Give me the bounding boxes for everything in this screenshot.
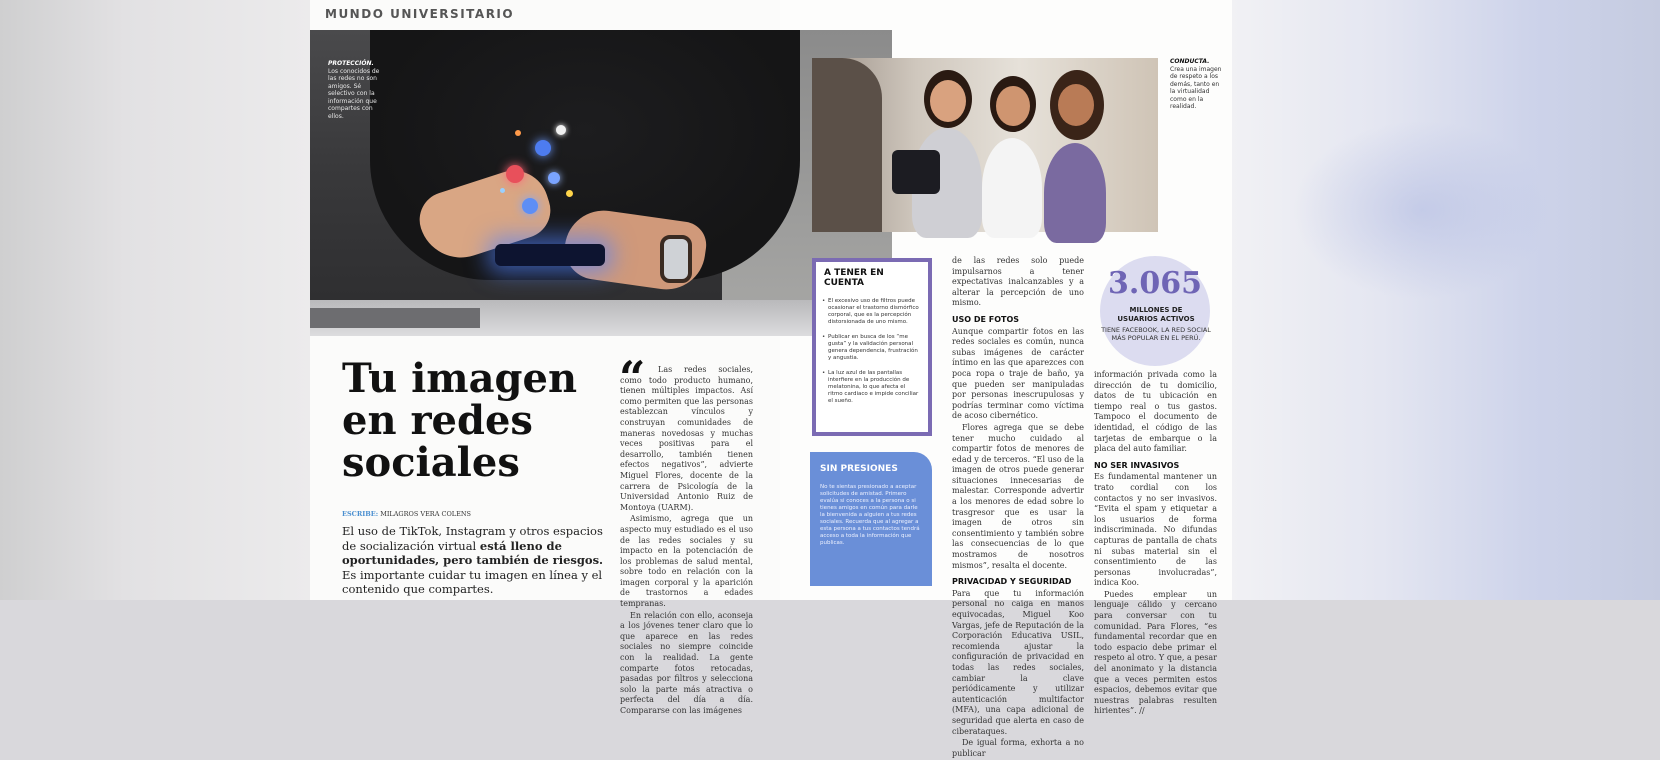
- caption-conducta: CONDUCTA. Crea una imagen de respeto a los demás, tanto en la virtualidad como en la realidad.: [1170, 58, 1222, 110]
- blurred-background-left: [0, 0, 310, 600]
- article-column-1: Las redes sociales, como todo producto humano, tienen múltiples impactos. Así como permiten que las personas establezcan vínculos y construyan comunidades de maneras novedosas y muchas veces positivas para el desarrollo, también tienen efectos negativos”, advierte Miguel Flores, docente de la carrera de Psicología de la Universidad Antonio Ruiz de Montoya (UARM). Asimismo, agrega que un aspecto muy estudiado es el uso de las redes sociales y su impacto en la potenciación de los problemas de salud mental, sobre todo en relación con la imagen corporal y la aparición de trastornos a edades tempranas. En relación con ello, aconseja a los jóvenes tener claro que lo que aparece en las redes sociales no siempre coincide con la realidad. La gente comparte fotos retocadas, pasadas por filtros y selecciona solo la parte más atractiva o perfecta del día a día. Compararse con las imágenes: [620, 365, 753, 715]
- smartphone-glow: [495, 244, 605, 266]
- sparkle-dot: [515, 130, 521, 136]
- section-header: MUNDO UNIVERSITARIO: [325, 7, 515, 21]
- caption-proteccion: PROTECCIÓN. Los conocidos de las redes no son amigos. Sé selectivo con la información que compartes con ellos.: [328, 60, 380, 120]
- chat-icon: [548, 172, 560, 184]
- user-icon: [522, 198, 538, 214]
- lead-paragraph: El uso de TikTok, Instagram y otros espacios de socialización virtual está lleno de oportunidades, pero también de riesgos. Es importante cuidar tu imagen en línea y el contenido que compartes.: [342, 524, 604, 596]
- like-icon: [535, 140, 551, 156]
- article-title: Tu imagen en redes sociales: [342, 355, 578, 486]
- stat-label: MILLONES DE USUARIOS ACTIVOS: [1117, 306, 1195, 323]
- quote-mark-icon: “: [619, 351, 646, 405]
- article-column-2: de las redes solo puede impulsarnos a tener expectativas inalcanzables y a alterar la percepción de uno mismo. USO DE FOTOS Aunque compartir fotos en las redes sociales es común, nunca subas imágenes de carácter íntimo en las que aparezces con poca ropa o traje de baño, ya que pueden ser manipuladas por personas inescrupulosas y podrías terminar como víctima de acoso cibernético. Flores agrega que se debe tener mucho cuidado al compartir fotos de menores de edad y de terceros. “El uso de la imagen de otros puede generar situaciones innecesarias de malestar. Corresponde advertir a los menores de edad sobre lo trasgresor que es usar la imagen de otros sin consentimiento y también sobre las consecuencias de lo que mostramos de nosotros mismos”, resalta el docente. PRIVACIDAD Y SEGURIDAD Para que tu información personal no caiga en manos equivocadas, Miguel Koo Vargas, jefe de Reputación de la Corporación Educativa USIL, recomienda ajustar la configuración de privacidad en todas las redes sociales, cambiar la clave periódicamente y utilizar autenticación multifactor (MFA), una capa adicional de seguridad que alerta en caso de ciberataques. De igual forma, exhorta a no publicar: [952, 256, 1084, 758]
- phone-in-hand: [892, 150, 940, 194]
- hero-photo-phone: [310, 30, 892, 336]
- sparkle-dot: [566, 190, 573, 197]
- wristwatch: [660, 235, 692, 283]
- tip-box-sin-presiones: SIN PRESIONES No te sientas presionado a aceptar solicitudes de amistad. Primero evalúa si conoces a la persona o si tienes amigos en común para darle la bienvenida a alguien a tus redes sociales. Recuerda que al agregar a esta persona a tus contactos tendrá acceso a toda la información que publicas.: [810, 452, 932, 586]
- tip-item: • La luz azul de las pantallas interfiere en la producción de melatonina, lo que afecta el ritmo cardiaco e impide conciliar el sueño.: [824, 370, 920, 405]
- stat-subtext: TIENE FACEBOOK, LA RED SOCIAL MÁS POPULAR EN EL PERÚ.: [1101, 326, 1211, 342]
- sparkle-dot: [500, 188, 505, 193]
- tip-item: • Publicar en busca de los “me gusta” y la validación personal genera dependencia, frustración y angustia.: [824, 334, 920, 362]
- byline: ESCRIBE: MILAGROS VERA COLENS: [342, 510, 471, 518]
- notification-icon: [556, 125, 566, 135]
- heart-icon: [506, 165, 524, 183]
- stat-number: 3.065: [1108, 266, 1202, 301]
- tip-item: • El excesivo uso de filtros puede ocasionar el trastorno dismórfico corporal, que es la percepción distorsionada de uno mismo.: [824, 298, 920, 326]
- blurred-background-right: [1232, 0, 1660, 600]
- photo-girls-selfie: [812, 58, 1158, 232]
- tip-box-tener-en-cuenta: A TENER EN CUENTA • El excesivo uso de filtros puede ocasionar el trastorno dismórfico corporal, que es la percepción distorsionada de uno mismo. • Publicar en busca de los “me gusta” y la validación personal genera dependencia, frustración y angustia. • La luz azul de las pantallas interfiere en la producción de melatonina, lo que afecta el ritmo cardiaco e impide conciliar el sueño.: [812, 258, 932, 436]
- article-column-3: información privada como la dirección de tu domicilio, datos de tu ubicación en tiempo real o tus gastos. Tampoco el documento de identidad, el código de las tarjetas de embarque o la placa del auto familiar. NO SER INVASIVOS Es fundamental mantener un trato cordial con los contactos y no ser invasivos. “Evita el spam y etiquetar a los usuarios de forma indiscriminada. No difundas capturas de pantalla de chats ni subas material sin el consentimiento de las personas involucradas”, indica Koo. Puedes emplear un lenguaje cálido y cercano para conversar con tu comunidad. Para Flores, “es fundamental recordar que en todo espacio debe primar el respeto al otro. Y que, a pesar del anonimato y la distancia que a veces permiten estos espacios, debemos evitar que nuestras palabras resulten hirientes”. //: [1094, 370, 1217, 716]
